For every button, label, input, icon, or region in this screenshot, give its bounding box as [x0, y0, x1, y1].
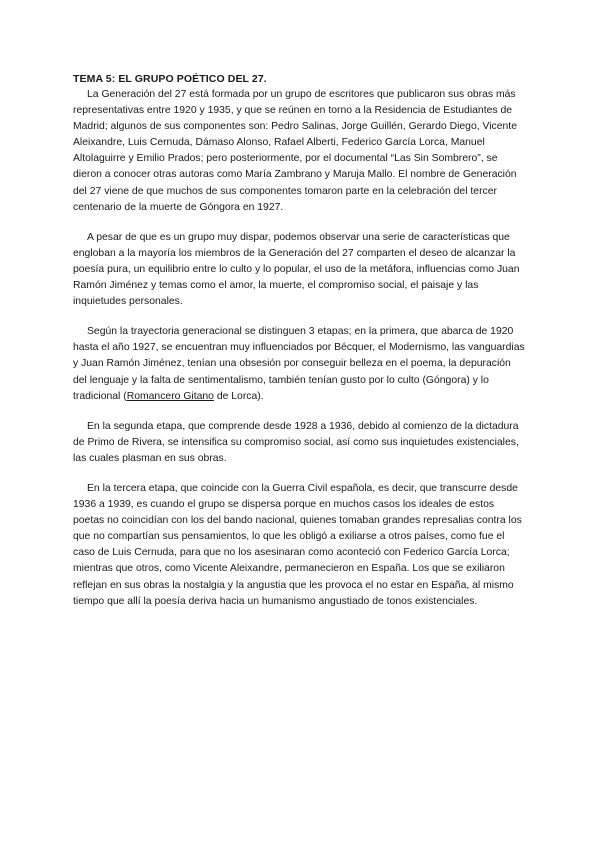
paragraph-introduction: La Generación del 27 está formada por un grupo de escritores que publicaron sus obras más representativas entre 1920 y 1935, y que se reúnen en torno a la Residencia de Estudiantes de Madrid; algunos de sus componentes son: Pedro Salinas, Jorge Guillén, Gerardo Diego, Vicente Aleixandre, Luis Cernuda, Dámaso Alonso, Rafael Alberti, Federico García Lorca, Manuel Altolaguirre y Emilio Prados; pero posteriormente, por el documental “Las Sin Sombrero”, se dieron a conocer otras autoras como María Zambrano y Maruja Mallo. El nombre de Generación del 27 viene de que muchos de sus componentes tomaron parte en la celebración del tercer centenario de la muerte de Góngora en 1927. — [73, 89, 517, 213]
first-stage-text-end: de Lorca). — [213, 390, 264, 402]
romancero-gitano-reference: Romancero Gitano — [126, 390, 214, 402]
paragraph-characteristics: A pesar de que es un grupo muy dispar, podemos observar una serie de características que engloban a la mayoría los miembros de la Generación del 27 comparten el deseo de alcanzar la poesía pura, un equilibrio entre lo culto y lo popular, el uso de la metáfora, influencias como Juan Ramón Jiménez y temas como el amor, la muerte, el compromiso social, el paisaje y las inquietudes personales. — [73, 231, 520, 308]
first-stage-text: Según la trayectoria generacional se distinguen 3 etapas; en la primera, que abarca de 1920 hasta el año 1927, se encuentran muy influenciados por Bécquer, el Modernismo, las vanguardias y Juan Ramón Jiménez, tenían una obsesión por conseguir belleza en el poema, la depuración del lenguaje y la falta de sentimentalismo, también tenían gusto por lo culto (Góngora) y lo tradicional ( — [73, 326, 525, 402]
paragraph-third-stage: En la tercera etapa, que coincide con la Guerra Civil española, es decir, que transcurre desde 1936 a 1939, es cuando el grupo se dispersa porque en muchos casos los ideales de estos poetas no coincidían con los del bando nacional, quienes tomaban grandes represalias contra los que no compartían sus pensamientos, lo que les obligó a exiliarse a otros países, como fue el caso de Luis Cernuda, para que no los asesinaran como aconteció con Federico García Lorca; mientras que otros, como Vicente Aleixandre, permanecieron en España. Los que se exiliaron reflejan en sus obras la nostalgia y la angustia que les provoca el no estar en España, al mismo tiempo que allí la poesía deriva hacia un humanismo angustiado de tonos existenciales. — [73, 482, 522, 607]
document-page — [73, 71, 527, 610]
paragraph-first-stage — [73, 324, 527, 404]
document-title: TEMA 5: EL GRUPO POÉTICO DEL 27. — [73, 73, 267, 85]
paragraph-second-stage: En la segunda etapa, que comprende desde 1928 a 1936, debido al comienzo de la dictadura de Primo de Rivera, se intensifica su compromiso social, así como sus inquietudes existenciales, las cuales plasman en sus obras. — [73, 420, 519, 464]
